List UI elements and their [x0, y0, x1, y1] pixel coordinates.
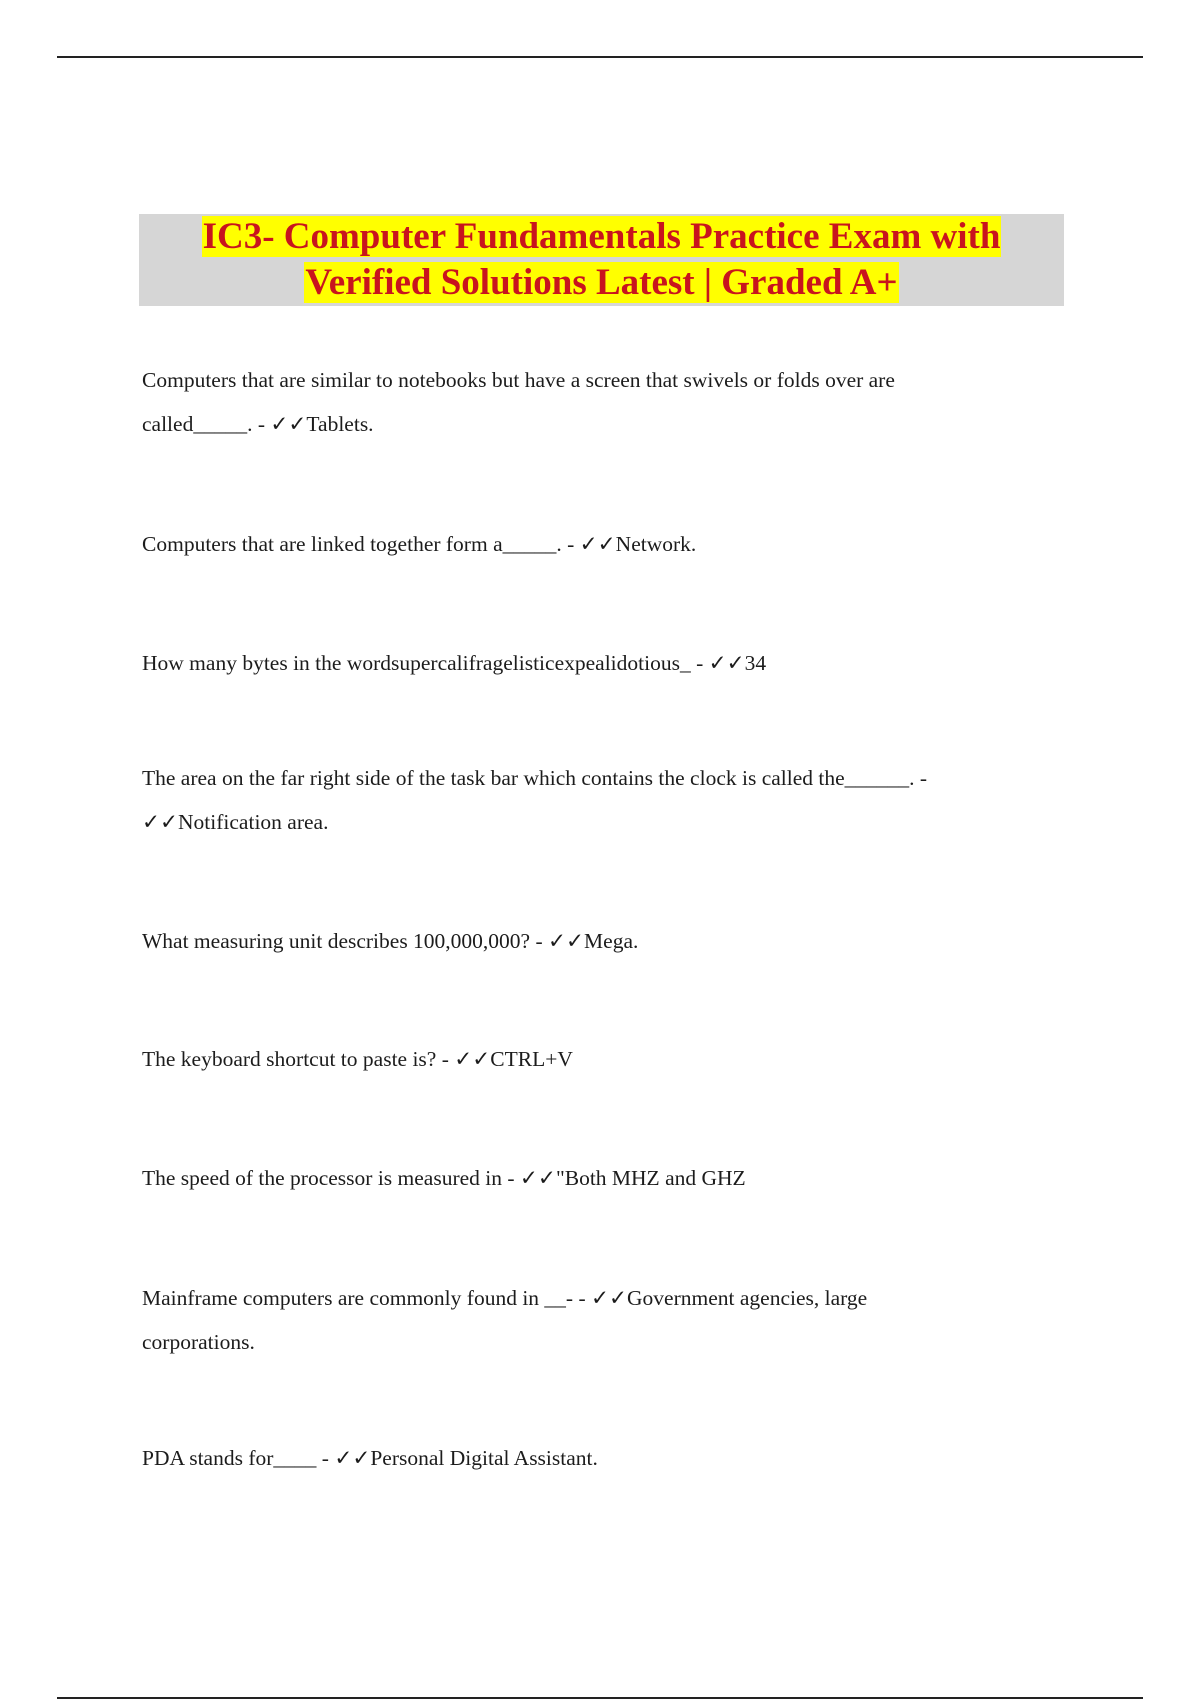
question-text: The speed of the processor is measured in -: [142, 1166, 520, 1190]
answer-text: ✓✓Tablets.: [270, 412, 374, 436]
question-text: The keyboard shortcut to paste is? -: [142, 1047, 455, 1071]
question-text: The area on the far right side of the task bar which contains the clock is called the______. -: [142, 766, 928, 790]
qa-item-4: [142, 756, 1042, 844]
answer-text: ✓✓CTRL+V: [454, 1047, 573, 1071]
answer-text: corporations.: [142, 1330, 255, 1354]
answer-text: ✓✓Government agencies, large: [590, 1286, 868, 1310]
header-rule: [57, 56, 1143, 58]
answer-text: ✓✓Personal Digital Assistant.: [334, 1446, 598, 1470]
footer-rule: [57, 1697, 1143, 1699]
answer-text: ✓✓"Both MHZ and GHZ: [519, 1166, 746, 1190]
answer-text: ✓✓Mega.: [548, 929, 639, 953]
qa-item-3: [142, 641, 1042, 685]
qa-item-9: [142, 1436, 1042, 1480]
title-line-2: Verified Solutions Latest | Graded A+: [305, 262, 898, 303]
qa-item-2: [142, 522, 1042, 566]
question-text: PDA stands for____ -: [142, 1446, 335, 1470]
question-text: Computers that are similar to notebooks but have a screen that swivels or folds over are: [142, 368, 895, 392]
document-title: [139, 214, 1064, 306]
answer-text: ✓✓34: [708, 651, 767, 675]
answer-text: ✓✓Notification area.: [142, 810, 329, 834]
qa-item-8: [142, 1276, 1042, 1364]
question-text: called_____. -: [142, 412, 271, 436]
question-text: How many bytes in the wordsupercalifragelisticexpealidotious_ -: [142, 651, 709, 675]
question-text: What measuring unit describes 100,000,000? -: [142, 929, 549, 953]
qa-item-5: [142, 919, 1042, 963]
title-line-1: IC3- Computer Fundamentals Practice Exam with: [202, 216, 1001, 257]
qa-item-6: [142, 1037, 1042, 1081]
qa-item-1: [142, 358, 1042, 446]
qa-item-7: [142, 1156, 1042, 1200]
question-text: Computers that are linked together form a_____. -: [142, 532, 580, 556]
question-text: Mainframe computers are commonly found in __- -: [142, 1286, 591, 1310]
answer-text: ✓✓Network.: [579, 532, 697, 556]
